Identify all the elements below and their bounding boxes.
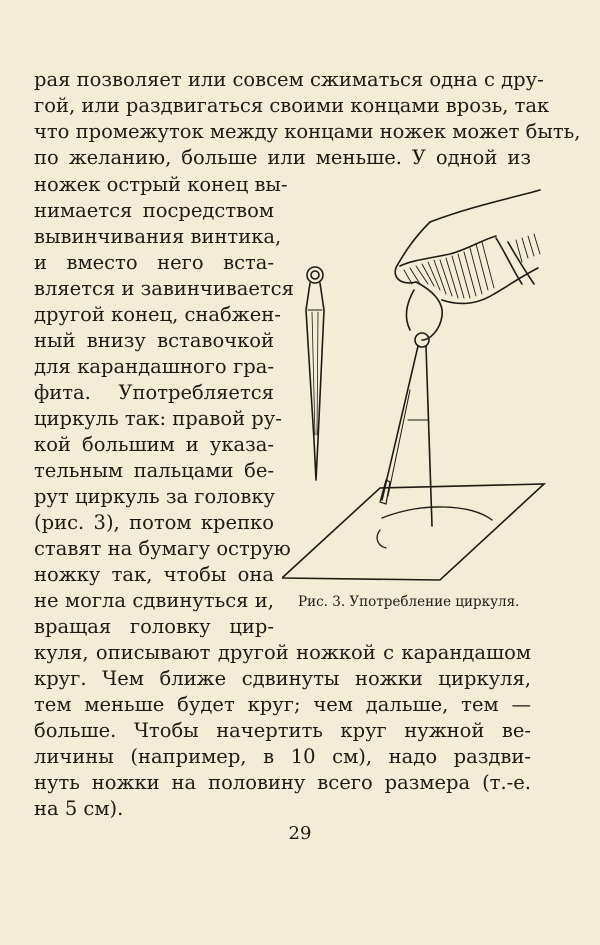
text-line: что промежуток между концами ножек может быть,	[34, 120, 581, 143]
text-line: вывинчивания винтика,	[34, 225, 282, 248]
text-line: тельным пальцами бе-	[34, 459, 274, 482]
text-line: другой конец, снабжен-	[34, 303, 281, 326]
text-line: нимается посредством	[34, 199, 274, 222]
compass-hand-illustration	[282, 180, 552, 590]
text-line: циркуль так: правой ру-	[34, 407, 282, 430]
text-line: куля, описывают другой ножкой с карандашом	[34, 641, 531, 664]
text-line: личины (например, в 10 см), надо раздви-	[34, 745, 531, 768]
page-number: 29	[288, 823, 312, 844]
text-line: больше. Чтобы начертить круг нужной ве-	[34, 719, 531, 742]
text-line: круг. Чем ближе сдвинуты ножки циркуля,	[34, 667, 531, 690]
text-line: фита. Употребляется	[34, 381, 274, 404]
text-line: гой, или раздвигаться своими концами врозь, так	[34, 94, 550, 117]
text-line: ный внизу вставочкой	[34, 329, 274, 352]
text-line: ставят на бумагу острую	[34, 537, 291, 560]
text-line: нуть ножки на половину всего размера (т.-е.	[34, 771, 531, 794]
text-line: (рис. 3), потом крепко	[34, 511, 274, 534]
figure-caption: Рис. 3. Употребление циркуля.	[298, 594, 520, 610]
text-line: кой большим и указа-	[34, 433, 274, 456]
text-line: не могла сдвинуться и,	[34, 589, 274, 612]
text-line: рая позволяет или совсем сжиматься одна с дру-	[34, 68, 544, 91]
text-line: ножку так, чтобы она	[34, 563, 274, 586]
text-line: на 5 см).	[34, 797, 124, 820]
text-line: по желанию, больше или меньше. У одной из	[34, 146, 531, 169]
text-line: и вместо него вста-	[34, 251, 274, 274]
text-line: для карандашного гра-	[34, 355, 274, 378]
text-line: тем меньше будет круг; чем дальше, тем —	[34, 693, 531, 716]
text-line: вращая головку цир-	[34, 615, 274, 638]
text-line: вляется и завинчивается	[34, 277, 294, 300]
text-line: рут циркуль за головку	[34, 485, 276, 508]
text-line: ножек острый конец вы-	[34, 173, 288, 196]
